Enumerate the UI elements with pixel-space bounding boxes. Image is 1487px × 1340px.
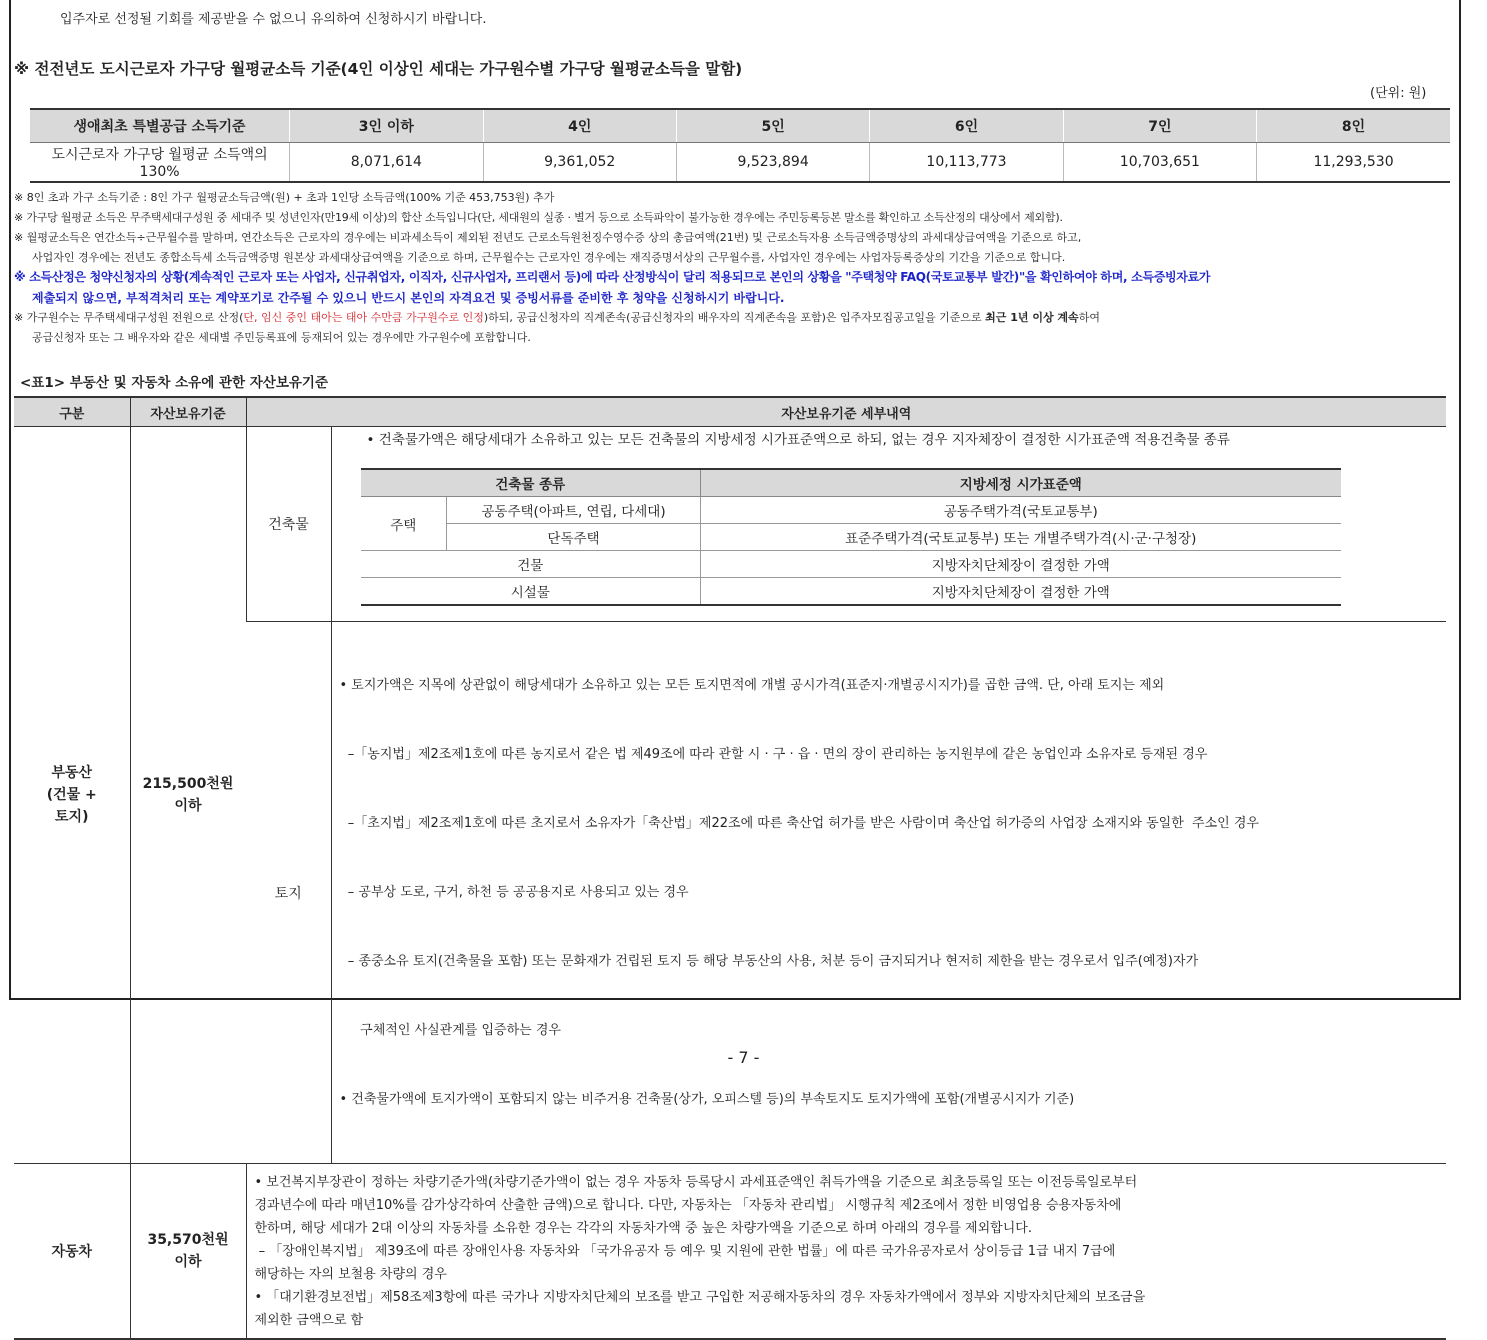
note-5-pre: ※ 가구원수는 무주택세대구성원 전원으로 산정( <box>14 311 244 324</box>
house-label: 주택 <box>361 497 447 551</box>
car-detail <box>246 1164 1446 1340</box>
income-cell: 9,361,052 <box>483 143 676 183</box>
income-header: 8인 <box>1257 109 1450 143</box>
note-5-red: 단, 임신 중인 태아는 태아 수만큼 가구원수로 인정 <box>243 311 484 324</box>
realestate-building-row <box>14 427 1446 622</box>
table1-title: <표1> 부동산 및 자동차 소유에 관한 자산보유기준 <box>20 375 328 391</box>
building-value: 지방자치단체장이 결정한 가액 <box>701 551 1341 578</box>
income-table <box>30 108 1450 183</box>
building-detail <box>331 427 1446 622</box>
car-row <box>14 1164 1446 1340</box>
note-5b: 공급신청자 또는 그 배우자와 같은 세대별 주민등록표에 등재되어 있는 경우에만 가구원수에 포함합니다. <box>32 331 531 344</box>
realestate-limit-value: 215,500천원 <box>142 776 234 792</box>
building-type-row <box>361 578 1341 606</box>
land-lines <box>332 628 1447 1157</box>
building-type-row <box>361 497 1341 524</box>
land-detail <box>331 622 1446 1164</box>
land-line: – 종중소유 토지(건축물을 포함) 또는 문화재가 건립된 토지 등 해당 부동산의 사용, 처분 등이 금지되거나 현저히 제한을 받는 경우로서 입주(예정)자가 <box>339 954 1199 969</box>
car-line: 제외한 금액으로 함 <box>254 1312 364 1328</box>
car-limit-value: 35,570천원 <box>147 1232 229 1248</box>
note-5 <box>14 309 1100 325</box>
building-type-header: 건축물 종류 <box>361 469 701 497</box>
land-line: – 공부상 도로, 구거, 하천 등 공공용지로 사용되고 있는 경우 <box>339 885 689 900</box>
income-cell: 9,523,894 <box>676 143 869 183</box>
income-cell: 도시근로자 가구당 월평균 소득액의 130% <box>30 143 290 183</box>
car-line: • 보건복지부장관이 정하는 차량기준가액(차량기준가액이 없는 경우 자동차 등록당시 과세표준액인 취득가액을 기준으로 최초등록일 또는 이전등록일로부터 <box>254 1174 1138 1190</box>
income-header: 6인 <box>870 109 1063 143</box>
land-line: –「초지법」제2조제1호에 따른 초지로서 소유자가「축산법」제22조에 따른 축산업 허가를 받은 사람이며 축산업 허가증의 사업장 소재지와 동일한 주소인 경우 <box>339 816 1259 831</box>
note-3b: 사업자인 경우에는 전년도 종합소득세 소득금액증명 원본상 과세대상급여액을 기준으로 하며, 근무월수는 근로자인 경우에는 재직증명서상의 근무월수를, 사업자인 경우에는 사업자등록증상의 기간을 기준으로 합니다. <box>32 251 1066 264</box>
asset-table <box>14 396 1446 1340</box>
income-header: 7인 <box>1063 109 1256 143</box>
note-3a: ※ 월평균소득은 연간소득÷근무월수를 말하며, 연간소득은 근로자의 경우에는 비과세소득이 제외된 전년도 근로소득원천징수영수증 상의 총급여액(21번) 및 근로소득자용 소득금액증명상의 과세대상급여액을 기준으로 하고, <box>14 231 1082 244</box>
income-cell: 10,113,773 <box>870 143 1063 183</box>
car-line: 경과년수에 따라 매년10%를 감가상각하여 산출한 금액)으로 합니다. 다만, 자동차는 「자동차 관리법」 시행규칙 제2조에서 정한 비영업용 승용자동차에 <box>254 1197 1122 1213</box>
building-desc: • 건축물가액은 해당세대가 소유하고 있는 모든 건축물의 지방세정 시가표준액으로 하되, 없는 경우 지자체장이 결정한 시가표준액 적용건축물 종류 <box>366 432 1230 448</box>
page-number: - 7 - <box>727 1048 760 1067</box>
note-5-bold: 최근 1년 이상 계속 <box>985 311 1079 324</box>
land-line: 구체적인 사실관계를 입증하는 경우 <box>339 1023 561 1038</box>
income-header-row <box>30 109 1450 143</box>
building-label: 건축물 <box>246 427 331 622</box>
car-line: 한하며, 해당 세대가 2대 이상의 자동차를 소유한 경우는 각각의 자동차가액 중 높은 차량가액을 기준으로 하며 아래의 경우를 제외합니다. <box>254 1220 1032 1236</box>
note-4a: ※ 소득산정은 청약신청자의 상황(계속적인 근로자 또는 사업자, 신규취업자, 이직자, 신규사업자, 프리랜서 등)에 따라 산정방식이 달리 적용되므로 본인의 상황을 "주택청약 FAQ(국토교통부 발간)"을 확인하여야 하며, 소득증빙자료가 <box>14 270 1211 284</box>
asset-header-limit: 자산보유기준 <box>130 397 246 427</box>
section-title: ※ 전전년도 도시근로자 가구당 월평균소득 기준(4인 이상인 세대는 가구원수별 가구당 월평균소득을 말함) <box>14 60 743 78</box>
car-limit <box>130 1164 246 1340</box>
realestate-label-line: 부동산 <box>51 765 93 781</box>
realestate-limit-suffix: 이하 <box>174 798 202 814</box>
land-line: • 토지가액은 지목에 상관없이 해당세대가 소유하고 있는 모든 토지면적에 개별 공시가격(표준지·개별공시지가)를 곱한 금액. 단, 아래 토지는 제외 <box>339 678 1165 693</box>
building-kind: 건물 <box>361 551 701 578</box>
income-cell: 11,293,530 <box>1257 143 1450 183</box>
building-value-header: 지방세정 시가표준액 <box>701 469 1341 497</box>
realestate-label-line: (건물 + <box>46 787 97 803</box>
realestate-label-line: 토지) <box>55 809 89 825</box>
building-kind: 공동주택(아파트, 연립, 다세대) <box>447 497 701 524</box>
building-value: 지방자치단체장이 결정한 가액 <box>701 578 1341 606</box>
asset-header-detail: 자산보유기준 세부내역 <box>246 397 1446 427</box>
note-2: ※ 가구당 월평균 소득은 무주택세대구성원 중 세대주 및 성년인자(만19세 이상)의 합산 소득입니다(단, 세대원의 실종 · 별거 등으로 소득파악이 불가능한 경우에는 주민등록등본 말소를 확인하고 소득산정의 대상에서 제외함). <box>14 211 1063 224</box>
building-kind: 시설물 <box>361 578 701 606</box>
building-type-header-row <box>361 469 1341 497</box>
income-cell: 8,071,614 <box>290 143 483 183</box>
building-type-table <box>361 468 1341 606</box>
income-cell: 10,703,651 <box>1063 143 1256 183</box>
car-line: – 「장애인복지법」 제39조에 따른 장애인사용 자동차와 「국가유공자 등 예우 및 지원에 관한 법률」에 따른 국가유공자로서 상이등급 1급 내지 7급에 <box>254 1243 1116 1259</box>
income-header: 3인 이하 <box>290 109 483 143</box>
income-header: 5인 <box>676 109 869 143</box>
car-line: 해당하는 자의 보철용 차량의 경우 <box>254 1266 447 1282</box>
building-kind: 단독주택 <box>447 524 701 551</box>
note-5-mid: )하되, 공급신청자의 직계존속(공급신청자의 배우자의 직계존속을 포함)은 입주자모집공고일을 기준으로 <box>483 311 986 324</box>
car-lines <box>247 1171 1447 1332</box>
car-limit-suffix: 이하 <box>174 1254 202 1270</box>
asset-header-row <box>14 397 1446 427</box>
note-5-post: 하여 <box>1078 311 1100 324</box>
building-type-row <box>361 551 1341 578</box>
building-value: 표준주택가격(국토교통부) 또는 개별주택가격(시·군·구청장) <box>701 524 1341 551</box>
note-4b: 제출되지 않으면, 부적격처리 또는 계약포기로 간주될 수 있으니 반드시 본인의 자격요건 및 증빙서류를 준비한 후 청약을 신청하시기 바랍니다. <box>32 291 785 305</box>
unit-label: (단위: 원) <box>1370 86 1427 101</box>
building-type-row <box>361 524 1341 551</box>
land-line: • 건축물가액에 토지가액이 포함되지 않는 비주거용 건축물(상가, 오피스텔 등)의 부속토지도 토지가액에 포함(개별공시지가 기준) <box>339 1092 1075 1107</box>
income-header: 생애최초 특별공급 소득기준 <box>30 109 290 143</box>
note-1: ※ 8인 초과 가구 소득기준 : 8인 가구 월평균소득금액(원) + 초과 1인당 소득금액(100% 기준 453,753원) 추가 <box>14 191 555 204</box>
income-header: 4인 <box>483 109 676 143</box>
land-line: –「농지법」제2조제1호에 따른 농지로서 같은 법 제49조에 따라 관할 시 · 구 · 읍 · 면의 장이 관리하는 농지원부에 같은 농업인과 소유자로 등재된 경우 <box>339 747 1208 762</box>
car-line: • 「대기환경보전법」제58조제3항에 따른 국가나 지방자치단체의 보조를 받고 구입한 저공해자동차의 경우 자동차가액에서 정부와 지방자치단체의 보조금을 <box>254 1289 1146 1305</box>
income-data-row <box>30 143 1450 183</box>
car-label: 자동차 <box>14 1164 130 1340</box>
top-line: 입주자로 선정될 기회를 제공받을 수 없으니 유의하여 신청하시기 바랍니다. <box>60 12 487 27</box>
building-value: 공동주택가격(국토교통부) <box>701 497 1341 524</box>
land-label: 토지 <box>246 622 331 1164</box>
asset-header-category: 구분 <box>14 397 130 427</box>
